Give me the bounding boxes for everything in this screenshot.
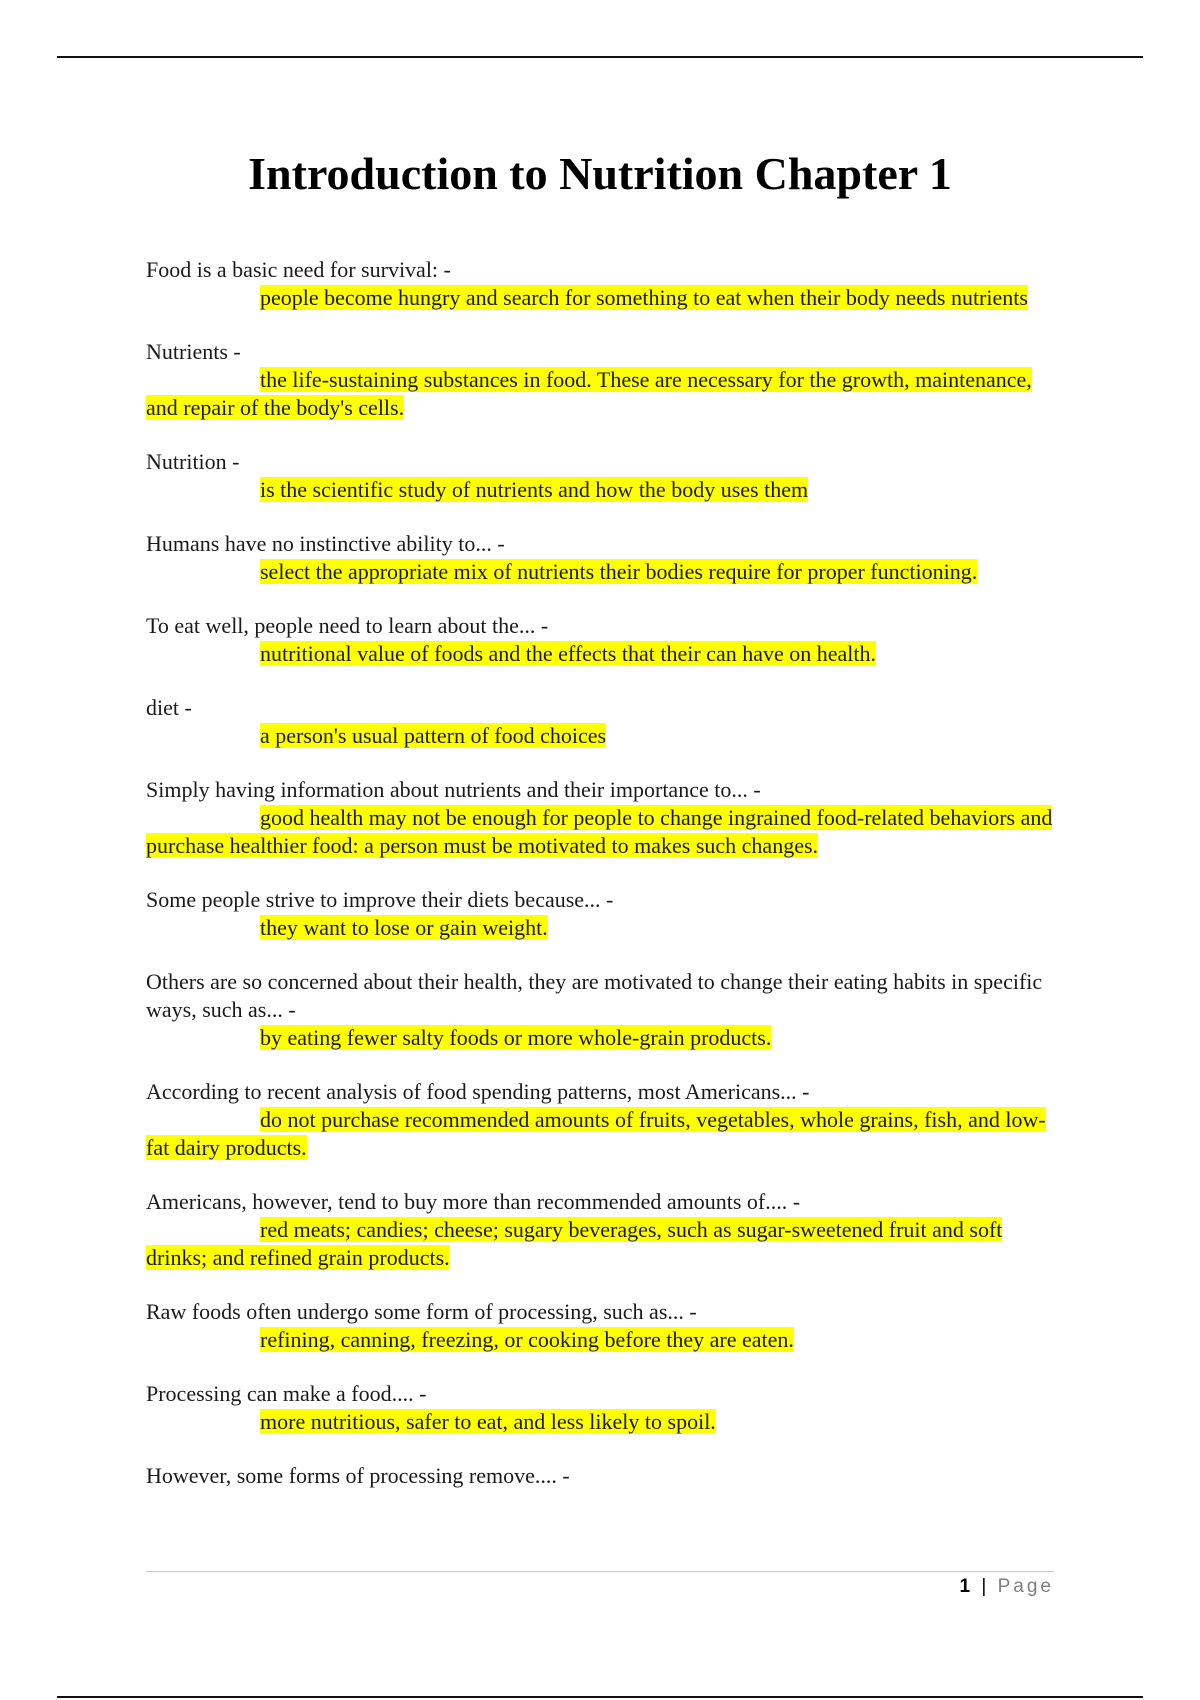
bottom-border-line xyxy=(57,1696,1143,1698)
flashcard-term: Food is a basic need for survival: - xyxy=(146,257,451,282)
flashcard-4 xyxy=(146,530,1056,586)
flashcard-definition: good health may not be enough for people to change ingrained food-related behaviors and purchase healthier food: a person must be motivated to makes such changes. xyxy=(146,805,1053,858)
flashcard-definition: do not purchase recommended amounts of fruits, vegetables, whole grains, fish, and low-fat dairy products. xyxy=(146,1107,1046,1160)
page-title: Introduction to Nutrition Chapter 1 xyxy=(248,148,952,199)
flashcard-term: Nutrition - xyxy=(146,449,240,474)
flashcard-13 xyxy=(146,1380,1056,1436)
flashcard-2 xyxy=(146,338,1056,422)
page-number: 1 xyxy=(959,1576,974,1597)
footer-divider xyxy=(146,1571,1054,1572)
flashcard-definition: red meats; candies; cheese; sugary beverages, such as sugar-sweetened fruit and soft drinks; and refined grain products. xyxy=(146,1217,1003,1270)
flashcard-definition: people become hungry and search for something to eat when their body needs nutrients xyxy=(260,285,1028,310)
flashcard-term: Nutrients - xyxy=(146,339,241,364)
flashcard-term: Processing can make a food.... - xyxy=(146,1381,427,1406)
flashcard-10 xyxy=(146,1078,1056,1162)
flashcard-term: Humans have no instinctive ability to... - xyxy=(146,531,505,556)
flashcard-term: Others are so concerned about their health, they are motivated to change their eating habits in specific ways, such as... - xyxy=(146,969,1043,1022)
flashcard-definition: select the appropriate mix of nutrients their bodies require for proper functioning. xyxy=(260,559,978,584)
top-border-line xyxy=(57,56,1143,58)
flashcard-term: According to recent analysis of food spending patterns, most Americans... - xyxy=(146,1079,810,1104)
flashcard-definition: refining, canning, freezing, or cooking before they are eaten. xyxy=(260,1327,794,1352)
flashcard-12 xyxy=(146,1298,1056,1354)
flashcard-definition: nutritional value of foods and the effects that their can have on health. xyxy=(260,641,876,666)
flashcard-14 xyxy=(146,1462,1056,1490)
flashcard-definition: more nutritious, safer to eat, and less likely to spoil. xyxy=(260,1409,716,1434)
flashcard-definition: the life-sustaining substances in food. These are necessary for the growth, maintenance, and repair of the body's cells. xyxy=(146,367,1032,420)
page-label: Page xyxy=(997,1576,1054,1597)
flashcard-5 xyxy=(146,612,1056,668)
flashcard-term: Simply having information about nutrients and their importance to... - xyxy=(146,777,761,802)
flashcard-term: Raw foods often undergo some form of processing, such as... - xyxy=(146,1299,697,1324)
flashcard-definition: is the scientific study of nutrients and how the body uses them xyxy=(260,477,809,502)
page-separator: | xyxy=(981,1576,990,1597)
page-footer xyxy=(960,1576,1054,1598)
flashcard-term: Some people strive to improve their diets because... - xyxy=(146,887,614,912)
flashcard-6 xyxy=(146,694,1056,750)
flashcard-1 xyxy=(146,256,1056,312)
flashcard-11 xyxy=(146,1188,1056,1272)
flashcard-definition: they want to lose or gain weight. xyxy=(260,915,548,940)
flashcard-list xyxy=(146,256,1056,1516)
flashcard-term: diet - xyxy=(146,695,192,720)
flashcard-8 xyxy=(146,886,1056,942)
flashcard-term: To eat well, people need to learn about the... - xyxy=(146,613,549,638)
flashcard-definition: by eating fewer salty foods or more whole-grain products. xyxy=(260,1025,772,1050)
flashcard-definition: a person's usual pattern of food choices xyxy=(260,723,607,748)
flashcard-term: Americans, however, tend to buy more than recommended amounts of.... - xyxy=(146,1189,801,1214)
flashcard-3 xyxy=(146,448,1056,504)
flashcard-7 xyxy=(146,776,1056,860)
flashcard-term: However, some forms of processing remove.... - xyxy=(146,1463,570,1488)
flashcard-9 xyxy=(146,968,1056,1052)
